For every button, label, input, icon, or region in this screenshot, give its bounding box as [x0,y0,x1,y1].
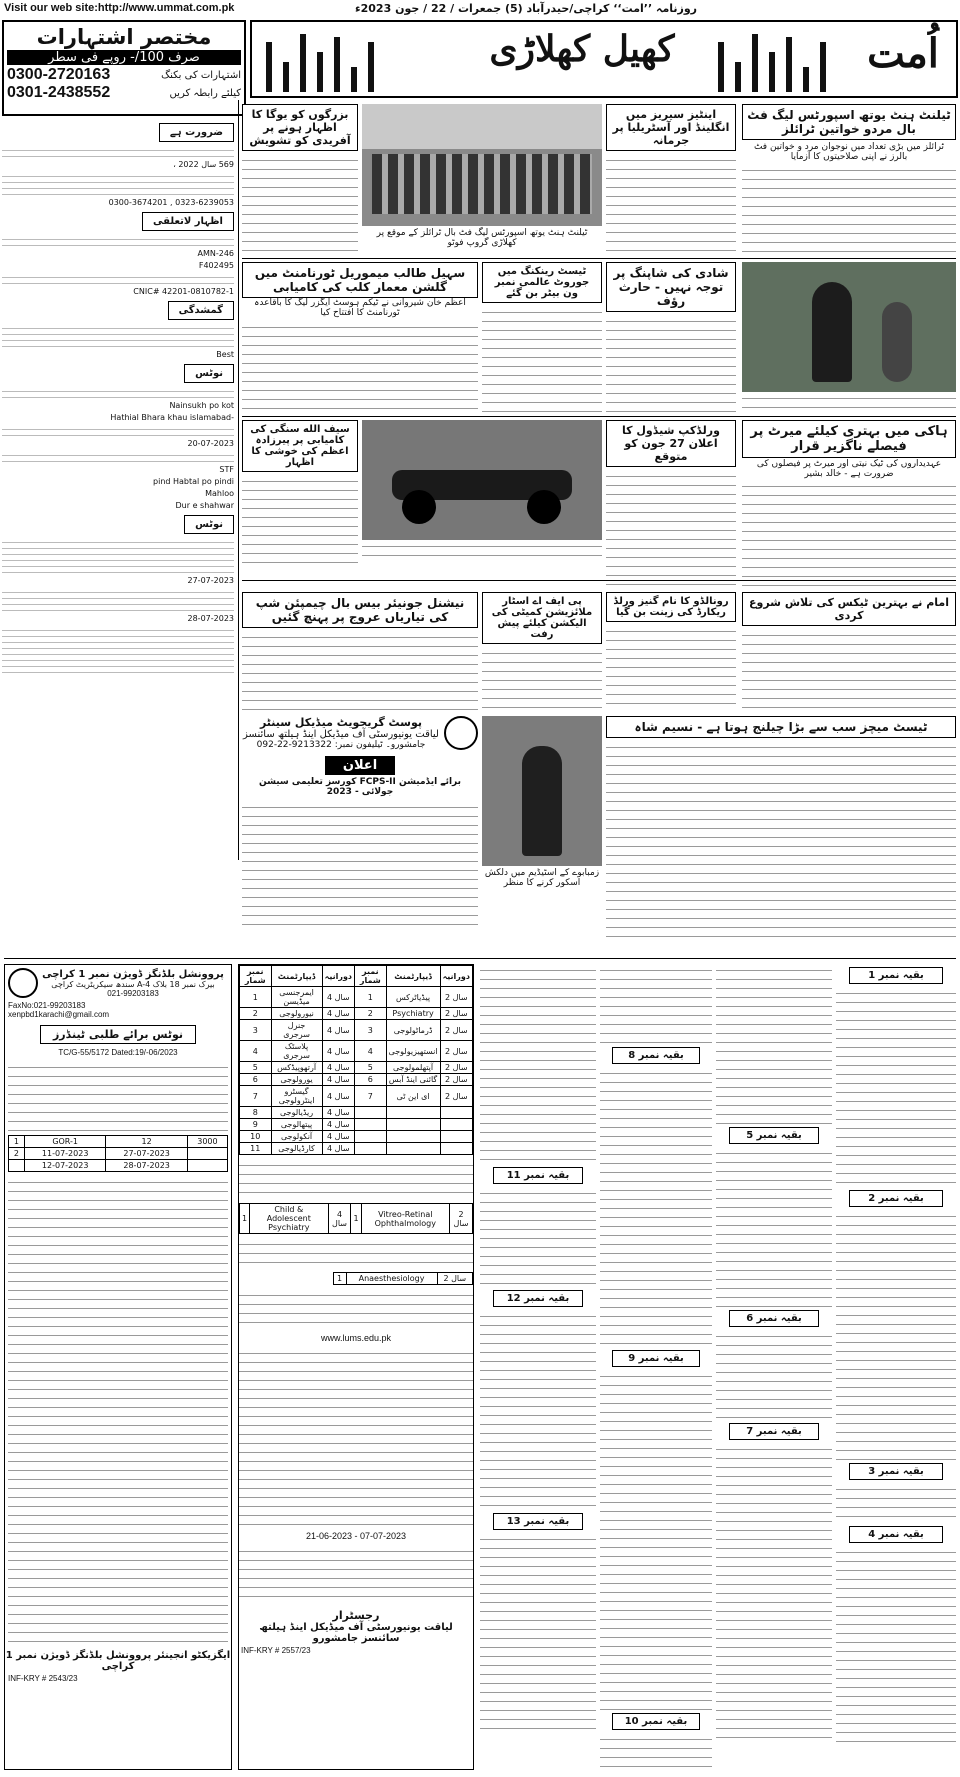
classified-snippet: -Hathial Bhara khau islamabad [110,413,234,422]
continued-label: بقیہ نمبر 6 [729,1310,819,1327]
classified-label: اظہار لاتعلقی [142,212,234,231]
article-headline: سہیل طالب میموریل ٹورنامنٹ میں گلشن معمار کلب کی کامیابی [242,262,478,298]
group-photo [362,104,602,226]
classified-snippet: 27-07-2023 [187,576,234,585]
classified-snippet: pind Habtal po pindi [153,477,234,486]
table-row: 2 نیورولوجی 4 سال 2 Psychiatry 2 سال [240,1008,473,1020]
classified-snippet: F402495 [198,261,234,270]
ad-subtitle: برائے ایڈمیشن FCPS-II کورسز تعلیمی سیشن جولائی - 2023 [258,777,462,797]
article-subheadline: اعظم خان شیروانی نے ٹیکم ہوسٹ ایگزر لیگ کا باقاعدہ ٹورنامنٹ کا افتتاح کیا [254,298,466,318]
photo-caption: ٹیلنٹ ہنٹ یوتھ اسپورٹس لیگ فٹ بال ٹرائلز کے موقع پر کھلاڑی گروپ فوٹو [376,228,588,248]
classified-snippet: Best [216,350,234,359]
batsman-photo [482,716,602,866]
article-baseball-championship [242,592,478,712]
tender-org: پروونشل بلڈنگز ڈویژن نمبر 1 کراچی [42,968,224,980]
classified-title: مختصر اشتہارات [36,25,212,49]
continued-label: بقیہ نمبر 5 [729,1127,819,1144]
ad-registrar-org: لیاقت یونیورسٹی آف میڈیکل اینڈ ہیلتھ سائنسز جامشورو [259,1622,453,1644]
table-row: 10 آنکولوجی 4 سال [240,1131,473,1143]
article-naseem-shah [606,716,956,956]
table-row: 4 پلاسٹک سرجری 4 سال 4 انستھیزیولوجی 2 سال [240,1041,473,1062]
dumbbell-art-left [260,30,380,92]
tender-ref: INF-KRY # 2543/23 [8,1674,78,1683]
ad-ref: INF-KRY # 2557/23 [241,1646,311,1655]
article-headline: ٹیسٹ میچز سب سے بڑا چیلنج ہوتا ہے - نسیم شاہ [606,716,956,738]
ad-org-2: لیاقت یونیورسٹی آف میڈیکل اینڈ ہیلتھ سائنسز [243,729,439,740]
article-imam-search [742,592,956,712]
article-headline: اینٹیز سیریز میں انگلینڈ اور آسٹریلیا پر جرمانہ [606,104,736,151]
continued-col-3 [600,964,712,1770]
phone-2: 0301-2438552 [7,84,111,101]
article-subheadline: ٹرائلز میں بڑی تعداد میں نوجوان مرد و خواتین فٹ بالرز نے اپنی صلاحیتوں کا آزمایا [753,142,945,162]
ad-website[interactable]: www.lums.edu.pk [320,1333,392,1343]
continued-label: بقیہ نمبر 10 [612,1713,699,1730]
continued-label: بقیہ نمبر 13 [493,1513,583,1530]
ad-phone: جامشورو۔ ٹیلیفون نمبر: 9213322-22-092 [256,740,426,750]
article-hockey-merit [742,420,956,590]
website-url[interactable]: Visit our web site:http://www.ummat.com.pk [4,2,235,14]
article-sohail-talib [242,262,478,412]
diploma-table [333,1272,473,1285]
classified-snippet: Nainsukh po kot [169,401,234,410]
article-subheadline: عہدیداروں کی ٹیک نیتی اور میرٹ پر فیصلوں کی ضرورت ہے - خالد بشیر [756,459,942,479]
table-row: 12-07-2023 28-07-2023 [9,1160,228,1172]
article-headline: ہاکی میں بہتری کیلئے میرٹ پر فیصلے ناگزیر قرار [742,420,956,458]
article-afridi [242,104,358,254]
booking-note: اشتہارات کی بکنگ [161,69,241,81]
photo-batsman [482,716,602,956]
top-line [0,0,960,18]
tender-fax: FaxNo:021-99203183 [8,1001,86,1010]
article-trials [742,104,956,254]
article-haris-rauf [606,262,736,412]
table-row: 11 کارڈیالوجی 4 سال [240,1143,473,1155]
classified-snippet: Mahloo [205,489,234,498]
tender-tc-ref: TC/G-55/5172 Dated:19/-06/2023 [58,1048,178,1057]
sindh-govt-seal-icon [8,968,38,998]
ad-org-1: پوسٹ گریجویٹ میڈیکل سینٹر [259,716,423,729]
classified-label: ضرورت ہے [159,123,234,142]
table-header-row: نمبر شمار ڈیپارٹمنٹ دورانیہ نمبر شمار ڈیپارٹمنٹ دورانیہ [240,966,473,987]
classified-label: نوٹس [184,364,234,383]
article-joe-root [482,262,602,412]
article-headline: ٹیسٹ رینکنگ میں جوروٹ عالمی نمبر ون بیٹر بن گئے [482,262,602,303]
article-ronaldo-guinness [606,592,736,712]
continued-label: بقیہ نمبر 1 [849,967,943,984]
table-row: 5 آرتھوپیڈکس 4 سال 5 آپتھلمولوجی 2 سال [240,1062,473,1074]
phone-1: 0300-2720163 [7,66,111,83]
continued-label: بقیہ نمبر 8 [612,1047,699,1064]
classified-snippet: AMN-246 [197,249,234,258]
phone-row-1 [7,66,241,84]
phone-row-2 [7,84,241,102]
classified-snippet: 20-07-2023 [187,439,234,448]
table-row: 8 ریڈیالوجی 4 سال [240,1107,473,1119]
article-headline: شادی کی شاپنگ پر توجہ نہیں - حارث رؤف [606,262,736,312]
race-car-photo [362,420,602,540]
table-row: 2 11-07-2023 27-07-2023 [9,1148,228,1160]
article-headline: نیشنل جونیئر بیس بال چیمپئن شپ کی تیاریاں عروج پر پہنچ گئیں [242,592,478,628]
tender-table [8,1135,228,1172]
article-headline: ورلڈکپ شیڈول کا اعلان 27 جون کو متوقع [606,420,736,467]
continued-stories-area [480,964,956,1770]
photo-trials-group [362,104,602,254]
photo-formula-car [362,420,602,570]
article-pfa-election [482,592,602,712]
university-ad-header [242,716,478,956]
fcps-courses-table [239,965,473,1155]
contact-note: کیلئے رابطہ کریں [169,87,241,99]
table-row: 1 GOR-1 12 3000 [9,1136,228,1148]
table-row: 1 Child & Adolescent Psychiatry 4 سال 1 Vitreo-Retinal Ophthalmology 2 سال [240,1204,473,1234]
classified-snippet: 569 سال 2022 ، [173,160,234,169]
continued-label: بقیہ نمبر 12 [493,1290,583,1307]
cricket-photo [742,262,956,392]
continued-col-4 [480,964,596,1770]
continued-label: بقیہ نمبر 2 [849,1190,943,1207]
classified-snippet: CNIC# 42201-0810782-1 [133,287,234,296]
article-headline: پی ایف اے اسٹار ملائزیشن کمیٹی کی الیکشن کیلئے پیش رفت [482,592,602,644]
article-ashes-fine [606,104,736,254]
continued-label: بقیہ نمبر 7 [729,1423,819,1440]
ad-registrar: رجسٹرار [332,1609,380,1622]
ummat-logo: اُمت [867,30,939,77]
classified-label: نوٹس [184,515,234,534]
table-row: 3 جنرل سرجری 4 سال 3 ڈرماٹولوجی 2 سال [240,1020,473,1041]
continued-col-1 [836,964,956,1770]
continued-label: بقیہ نمبر 9 [612,1350,699,1367]
article-headline: بزرگوں کو یوگا کا اظہار ہونے پر آفریدی کو تشویش [242,104,358,151]
university-admission-ad [238,964,474,1770]
photo-cricket-player [742,262,956,412]
classified-column [2,120,234,840]
dumbbell-art-right [712,30,832,92]
table-row: 1 Anaesthesiology 2 سال [333,1273,472,1285]
continued-label: بقیہ نمبر 3 [849,1463,943,1480]
photo-caption: زمبابوے کے اسٹیڈیم میں دلکش اسکور کرنے کا منظر [484,868,600,888]
section-title: کھیل کھلاڑی [489,28,675,70]
classified-snippet: STF [219,465,234,474]
continued-label: بقیہ نمبر 11 [493,1167,583,1184]
article-headline: امام نے بہترین ٹیکس کی تلاش شروع کردی [742,592,956,626]
ad-date-range: 21-06-2023 - 07-07-2023 [305,1531,407,1541]
sports-section-masthead [250,20,958,98]
university-seal-icon [444,716,478,750]
table-row: 6 یورولوجی 4 سال 6 گائنی اینڈ آبس 2 سال [240,1074,473,1086]
continued-col-2 [716,964,832,1770]
dateline: روزنامہ ’’امت‘‘ کراچی/حیدرآباد (5) جمعرات / 22 / جون 2023ء [355,2,698,15]
table-row: 9 پیتھالوجی 4 سال [240,1119,473,1131]
article-headline: رونالڈو کا نام گنیز ورلڈ ریکارڈ کی زینت بن گیا [606,592,736,622]
tender-notice-ad [4,964,232,1770]
classified-rate: صرف 100/- روپے فی سطر [7,50,241,65]
classified-snippet: Dur e shahwar [175,501,234,510]
article-saifullah-sangi [242,420,358,570]
tender-phone: 021-99203183 [107,988,159,998]
article-headline: ٹیلنٹ ہنٹ یوتھ اسپورٹس لیگ فٹ بال مردو خواتین ٹرائلز [742,104,956,140]
continued-label: بقیہ نمبر 4 [849,1526,943,1543]
classified-snippet: 28-07-2023 [187,614,234,623]
classified-rate-box [2,20,246,116]
tender-address: بیرک نمبر 18 بلاک A-4 سندھ سیکریٹریٹ کراچی [51,979,215,989]
classified-snippet: 0323-6239053 , 0300-3674201 [108,198,234,207]
tender-signer: ایگزیکٹو انجینئر پروونشل بلڈنگز ڈویژن نمبر 1 کراچی [5,1650,231,1672]
article-world-cup-schedule [606,420,736,590]
tender-email[interactable]: xenpbd1karachi@gmail.com [8,1010,110,1019]
tender-title: نوٹس برائے طلبی ٹینڈرز [40,1025,196,1044]
article-headline: سیف الله سنگی کی کامیابی پر پیرزادہ اعظم کی خوشی کا اظہار [242,420,358,472]
classified-label: گمشدگی [168,301,234,320]
table-row: 1 ایمرجنسی میڈیسن 4 سال 1 پیڈیاٹرکس 2 سال [240,987,473,1008]
fellowship-table [239,1203,473,1234]
table-row: 7 گیسٹرو اینٹرولوجی 4 سال 7 ای این ٹی 2 سال [240,1086,473,1107]
ad-title: اعلان [325,756,395,775]
